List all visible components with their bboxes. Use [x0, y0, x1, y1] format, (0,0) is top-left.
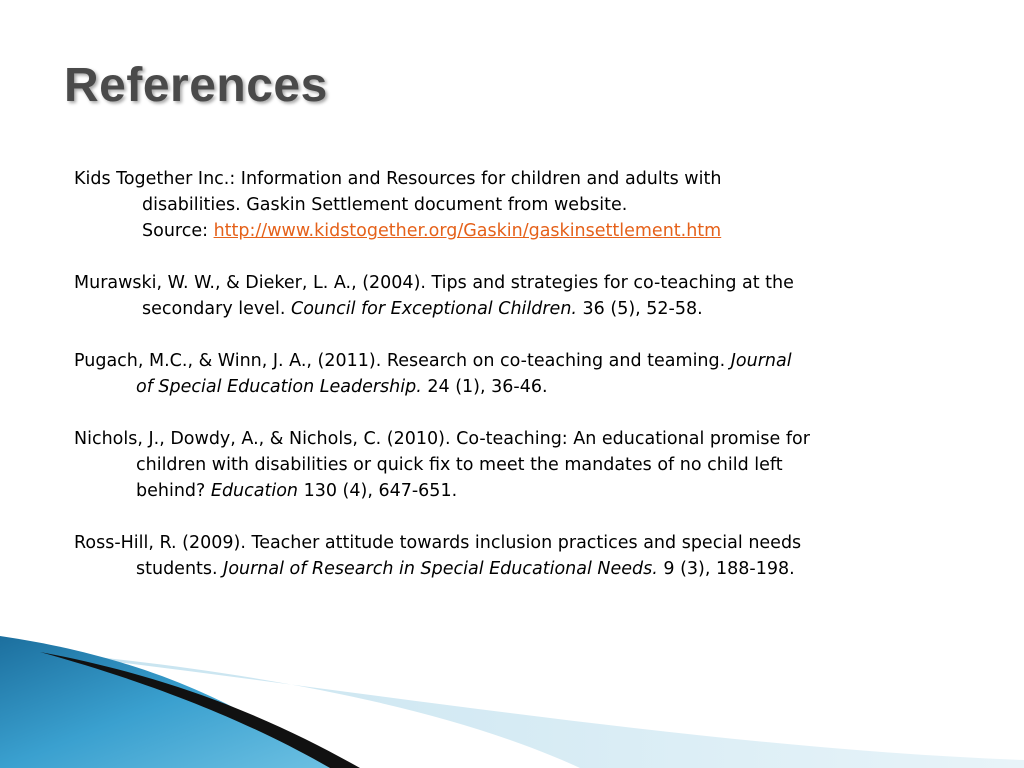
- journal-title: Council for Exceptional Children.: [291, 299, 577, 319]
- reference-item: [74, 530, 974, 582]
- reference-item: [74, 270, 974, 322]
- slide-title: References: [64, 59, 328, 112]
- reference-text: Murawski, W. W., & Dieker, L. A., (2004). Tips and strategies for co-teaching at the: [74, 273, 794, 293]
- reference-text: Nichols, J., Dowdy, A., & Nichols, C. (2010). Co-teaching: An educational promise for: [74, 429, 810, 449]
- reference-details: 24 (1), 36-46.: [421, 377, 548, 397]
- reference-text: [74, 374, 974, 400]
- decorative-wave: [0, 628, 1024, 768]
- source-link[interactable]: http://www.kidstogether.org/Gaskin/gaskinsettlement.htm: [213, 221, 722, 241]
- reference-text: Ross-Hill, R. (2009). Teacher attitude towards inclusion practices and special needs: [74, 533, 802, 553]
- reference-text: Pugach, M.C., & Winn, J. A., (2011). Research on co-teaching and teaming.: [74, 351, 731, 371]
- reference-text-segment: secondary level.: [142, 299, 291, 319]
- reference-text: Kids Together Inc.: Information and Resources for children and adults with: [74, 169, 722, 189]
- reference-details: 9 (3), 188-198.: [657, 559, 795, 579]
- journal-title: Journal: [730, 351, 792, 371]
- reference-item: [74, 348, 974, 400]
- journal-title: Journal of Research in Special Educational Needs.: [223, 559, 658, 579]
- reference-text: children with disabilities or quick fix to meet the mandates of no child left: [136, 455, 783, 475]
- reference-text: [74, 296, 974, 322]
- reference-item: [74, 166, 974, 244]
- source-label: Source:: [142, 221, 214, 241]
- reference-text-segment: students.: [136, 559, 224, 579]
- reference-source: [74, 218, 974, 244]
- journal-title: Education: [210, 481, 299, 501]
- references-list: [74, 166, 974, 608]
- reference-text: [74, 556, 974, 582]
- reference-text: disabilities. Gaskin Settlement document from website.: [142, 195, 628, 215]
- reference-text-segment: behind?: [136, 481, 211, 501]
- reference-text: [74, 478, 974, 504]
- reference-item: [74, 426, 974, 504]
- wave-blue-band: [0, 636, 330, 768]
- reference-details: 36 (5), 52-58.: [576, 299, 703, 319]
- journal-title: of Special Education Leadership.: [136, 377, 422, 397]
- reference-details: 130 (4), 647-651.: [298, 481, 458, 501]
